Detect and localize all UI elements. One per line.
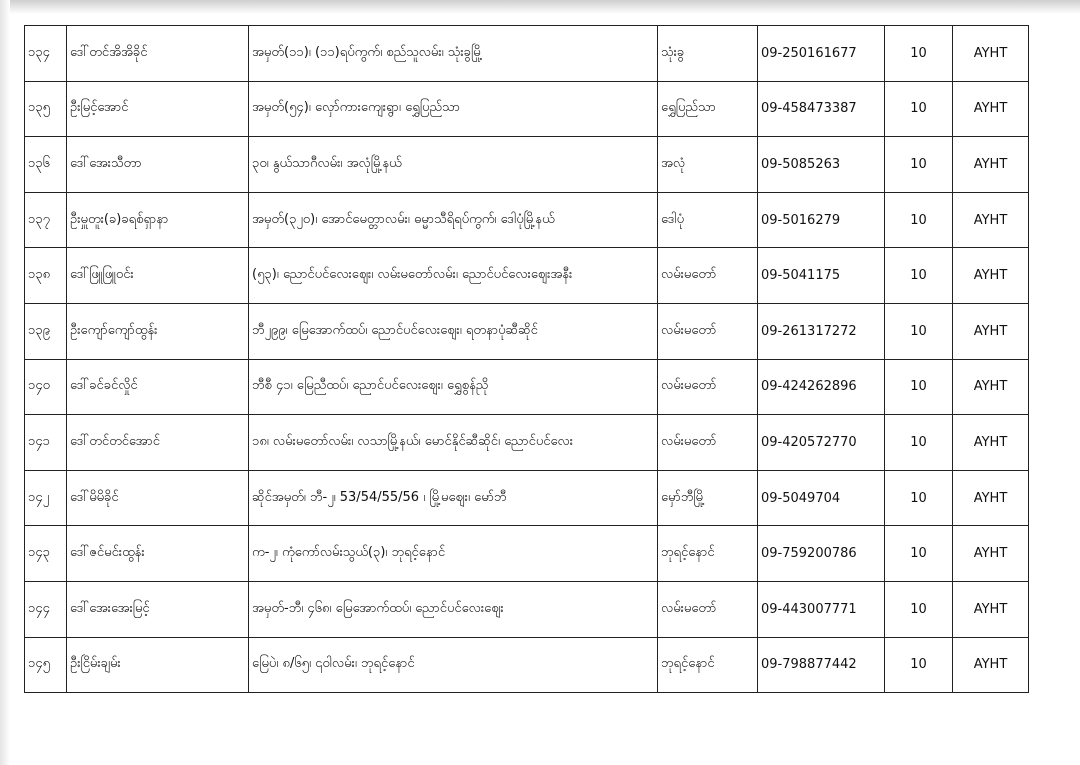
person-name-cell: ဒေါ်အေးသီတာ bbox=[67, 137, 249, 193]
row-number-cell: ၁၄၀ bbox=[25, 359, 67, 415]
phone-number-cell: 09-443007771 bbox=[758, 581, 885, 637]
person-name-cell: ဦးမြင့်အောင် bbox=[67, 81, 249, 137]
code-cell: AYHT bbox=[953, 581, 1029, 637]
person-name-cell: ဒေါ်တင်တင်အောင် bbox=[67, 415, 249, 471]
person-name-cell: ဦးငြိမ်းချမ်း bbox=[67, 637, 249, 693]
phone-number-cell: 09-424262896 bbox=[758, 359, 885, 415]
table-row bbox=[25, 248, 1029, 304]
address-cell: က-၂၊ ကုံကော်လမ်းသွယ်(၃)၊ ဘုရင့်နောင် bbox=[249, 526, 658, 582]
township-cell: မှော်ဘီမြို့ bbox=[658, 470, 758, 526]
table-row bbox=[25, 581, 1029, 637]
quantity-cell: 10 bbox=[885, 470, 953, 526]
quantity-cell: 10 bbox=[885, 526, 953, 582]
code-cell: AYHT bbox=[953, 26, 1029, 82]
phone-number-cell: 09-5085263 bbox=[758, 137, 885, 193]
quantity-cell: 10 bbox=[885, 637, 953, 693]
township-cell: လမ်းမတော် bbox=[658, 581, 758, 637]
table-row bbox=[25, 81, 1029, 137]
phone-number-cell: 09-5041175 bbox=[758, 248, 885, 304]
address-cell: ၃၀၊ နွယ်သာဂီလမ်း၊ အလုံမြို့နယ် bbox=[249, 137, 658, 193]
phone-number-cell: 09-458473387 bbox=[758, 81, 885, 137]
quantity-cell: 10 bbox=[885, 303, 953, 359]
table-row bbox=[25, 359, 1029, 415]
table-row bbox=[25, 26, 1029, 82]
address-cell: ဆိုင်အမှတ်၊ ဘီ-၂၊ 53/54/55/56 ၊ မြို့မဈေး၊ မော်ဘီ bbox=[249, 470, 658, 526]
row-number-cell: ၁၃၇ bbox=[25, 192, 67, 248]
address-cell: အမှတ်(၅၄)၊ လှော်ကားကျေးရွာ၊ ရွှေပြည်သာ bbox=[249, 81, 658, 137]
code-cell: AYHT bbox=[953, 415, 1029, 471]
address-cell: ဘီစီ ၄၁၊ မြေညီထပ်၊ ညောင်ပင်လေးဈေး၊ ရွှေစွန်ညို bbox=[249, 359, 658, 415]
phone-number-cell: 09-759200786 bbox=[758, 526, 885, 582]
table-row bbox=[25, 637, 1029, 693]
row-number-cell: ၁၃၄ bbox=[25, 26, 67, 82]
township-cell: ရွှေပြည်သာ bbox=[658, 81, 758, 137]
quantity-cell: 10 bbox=[885, 26, 953, 82]
phone-number-cell: 09-798877442 bbox=[758, 637, 885, 693]
page-left-shadow bbox=[0, 0, 10, 765]
address-cell: အမှတ်-ဘီ၊ ၄၆၈၊ မြေအောက်ထပ်၊ ညောင်ပင်လေးဈေး bbox=[249, 581, 658, 637]
person-name-cell: ဒေါ်ဖြူဖြူဝင်း bbox=[67, 248, 249, 304]
address-cell: အမှတ်(၃၂၀)၊ အောင်မေတ္တာလမ်း၊ ဓမ္မာသီရိရပ်ကွက်၊ ဒေါပုံမြို့နယ် bbox=[249, 192, 658, 248]
phone-number-cell: 09-5016279 bbox=[758, 192, 885, 248]
code-cell: AYHT bbox=[953, 248, 1029, 304]
address-cell: ဘီ၂၉၉၊ မြေအောက်ထပ်၊ ညောင်ပင်လေးဈေး၊ ရတနာပုံဆီဆိုင် bbox=[249, 303, 658, 359]
address-cell: ၁၈၊ လမ်းမတော်လမ်း၊ လသာမြို့နယ်၊ မောင်နိုင်ဆီဆိုင်၊ ညောင်ပင်လေး bbox=[249, 415, 658, 471]
table-row bbox=[25, 137, 1029, 193]
township-cell: လမ်းမတော် bbox=[658, 415, 758, 471]
row-number-cell: ၁၃၈ bbox=[25, 248, 67, 304]
distributor-table bbox=[24, 25, 1029, 693]
person-name-cell: ဒေါ်ဇင်မင်းထွန်း bbox=[67, 526, 249, 582]
person-name-cell: ဒေါ်အေးအေးမြင့် bbox=[67, 581, 249, 637]
phone-number-cell: 09-250161677 bbox=[758, 26, 885, 82]
code-cell: AYHT bbox=[953, 637, 1029, 693]
person-name-cell: ဒေါ်မိမိခိုင် bbox=[67, 470, 249, 526]
code-cell: AYHT bbox=[953, 526, 1029, 582]
table-row bbox=[25, 303, 1029, 359]
row-number-cell: ၁၄၁ bbox=[25, 415, 67, 471]
person-name-cell: ဦးမှူတူး(ခ)ခရစ်ရှာနာ bbox=[67, 192, 249, 248]
table-row bbox=[25, 470, 1029, 526]
township-cell: ဒေါပုံ bbox=[658, 192, 758, 248]
phone-number-cell: 09-5049704 bbox=[758, 470, 885, 526]
row-number-cell: ၁၃၅ bbox=[25, 81, 67, 137]
page-top-shadow bbox=[0, 0, 1080, 14]
quantity-cell: 10 bbox=[885, 137, 953, 193]
table-row bbox=[25, 526, 1029, 582]
address-cell: အမှတ်(၁၁)၊ (၁၁)ရပ်ကွက်၊ စည်သူလမ်း၊ သုံးခွမြို့ bbox=[249, 26, 658, 82]
person-name-cell: ဒေါ်ခင်ခင်လှိုင် bbox=[67, 359, 249, 415]
person-name-cell: ဒေါ်တင်အိအိခိုင် bbox=[67, 26, 249, 82]
township-cell: သုံးခွ bbox=[658, 26, 758, 82]
code-cell: AYHT bbox=[953, 470, 1029, 526]
table-row bbox=[25, 415, 1029, 471]
township-cell: ဘုရင့်နောင် bbox=[658, 526, 758, 582]
table-row bbox=[25, 192, 1029, 248]
quantity-cell: 10 bbox=[885, 192, 953, 248]
row-number-cell: ၁၃၆ bbox=[25, 137, 67, 193]
person-name-cell: ဦးကျော်ကျော်ထွန်း bbox=[67, 303, 249, 359]
code-cell: AYHT bbox=[953, 137, 1029, 193]
quantity-cell: 10 bbox=[885, 248, 953, 304]
quantity-cell: 10 bbox=[885, 359, 953, 415]
row-number-cell: ၁၄၅ bbox=[25, 637, 67, 693]
row-number-cell: ၁၄၃ bbox=[25, 526, 67, 582]
code-cell: AYHT bbox=[953, 81, 1029, 137]
code-cell: AYHT bbox=[953, 192, 1029, 248]
township-cell: အလုံ bbox=[658, 137, 758, 193]
address-cell: (၅၃)၊ ညောင်ပင်လေးဈေး၊ လမ်းမတော်လမ်း၊ ညောင်ပင်လေးဈေးအနီး bbox=[249, 248, 658, 304]
address-cell: မြေပဲ၊ ၈/၆၅၊ ၎ဝါလမ်း၊ ဘုရင့်နောင် bbox=[249, 637, 658, 693]
row-number-cell: ၁၄၂ bbox=[25, 470, 67, 526]
township-cell: လမ်းမတော် bbox=[658, 303, 758, 359]
township-cell: လမ်းမတော် bbox=[658, 359, 758, 415]
phone-number-cell: 09-261317272 bbox=[758, 303, 885, 359]
quantity-cell: 10 bbox=[885, 415, 953, 471]
township-cell: လမ်းမတော် bbox=[658, 248, 758, 304]
table-body bbox=[25, 26, 1029, 693]
code-cell: AYHT bbox=[953, 303, 1029, 359]
row-number-cell: ၁၃၉ bbox=[25, 303, 67, 359]
quantity-cell: 10 bbox=[885, 81, 953, 137]
township-cell: ဘုရင့်နောင် bbox=[658, 637, 758, 693]
quantity-cell: 10 bbox=[885, 581, 953, 637]
code-cell: AYHT bbox=[953, 359, 1029, 415]
row-number-cell: ၁၄၄ bbox=[25, 581, 67, 637]
phone-number-cell: 09-420572770 bbox=[758, 415, 885, 471]
